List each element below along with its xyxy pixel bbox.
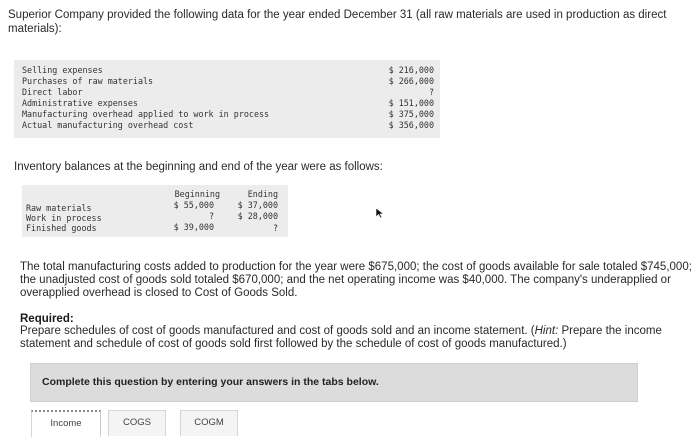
required-text-start: Prepare schedules of cost of goods manufactured and cost of goods sold and an income statement. ( [20,325,535,337]
inventory-beginning-value: $ 55,000 [173,200,214,210]
inventory-ending-value: $ 37,000 [237,200,278,210]
inventory-beginning-value: $ 39,000 [173,222,214,232]
data-row-label: Selling expenses [22,65,103,75]
data-row-value: $ 216,000 [388,65,434,75]
data-row-value: $ 375,000 [388,109,434,119]
column-header-beginning: Beginning [174,189,220,199]
inventory-table [22,185,288,237]
hint-label: Hint: [534,325,559,337]
required-heading: Required: [20,313,74,325]
given-data-table [14,60,440,138]
inventory-heading: Inventory balances at the beginning and end of the year were as follows: [14,161,383,173]
problem-paragraph: The total manufacturing costs added to production for the year were $675,000; the cost of goods available for sale totaled $745,000; the unadjusted cost of goods sold totaled $670,000; and the net operating income was $40,000. The company's underapplied or overapplied overhead is closed to Cost of Goods Sold. [20,261,692,299]
data-row-label: Actual manufacturing overhead cost [22,120,194,130]
tab-income[interactable]: Income [31,410,101,437]
data-row-label: Administrative expenses [22,98,138,108]
inventory-row-label: Finished goods [26,223,97,233]
required-text-end: Prepare the income statement and schedule of cost of goods sold first followed by the schedule of cost of goods manufactured.) [20,325,662,350]
data-row-value: $ 266,000 [388,76,434,86]
column-header-ending: Ending [247,189,278,199]
instruction-bar [30,363,638,402]
inventory-row-label: Work in process [26,213,102,223]
data-row-label: Direct labor [22,87,83,97]
data-row-value: $ 151,000 [388,98,434,108]
required-text [20,325,680,351]
inventory-ending-value: ? [272,223,278,233]
instruction-text: Complete this question by entering your answers in the tabs below. [42,376,379,388]
inventory-row-label: Raw materials [26,203,92,213]
tab-cogm[interactable]: COGM [180,410,238,436]
tab-divider [100,412,107,434]
inventory-ending-value: $ 28,000 [237,211,278,221]
intro-text: Superior Company provided the following data for the year ended December 31 (all raw materials are used in production as direct materials): [8,9,667,35]
data-row-label: Manufacturing overhead applied to work in process [22,109,270,119]
data-row-value: $ 356,000 [388,120,434,130]
data-row-value: ? [428,87,434,97]
data-row-label: Purchases of raw materials [22,76,154,86]
cursor-arrow-icon [375,207,385,219]
tab-cogs[interactable]: COGS [108,410,166,436]
inventory-beginning-value: ? [208,211,214,221]
